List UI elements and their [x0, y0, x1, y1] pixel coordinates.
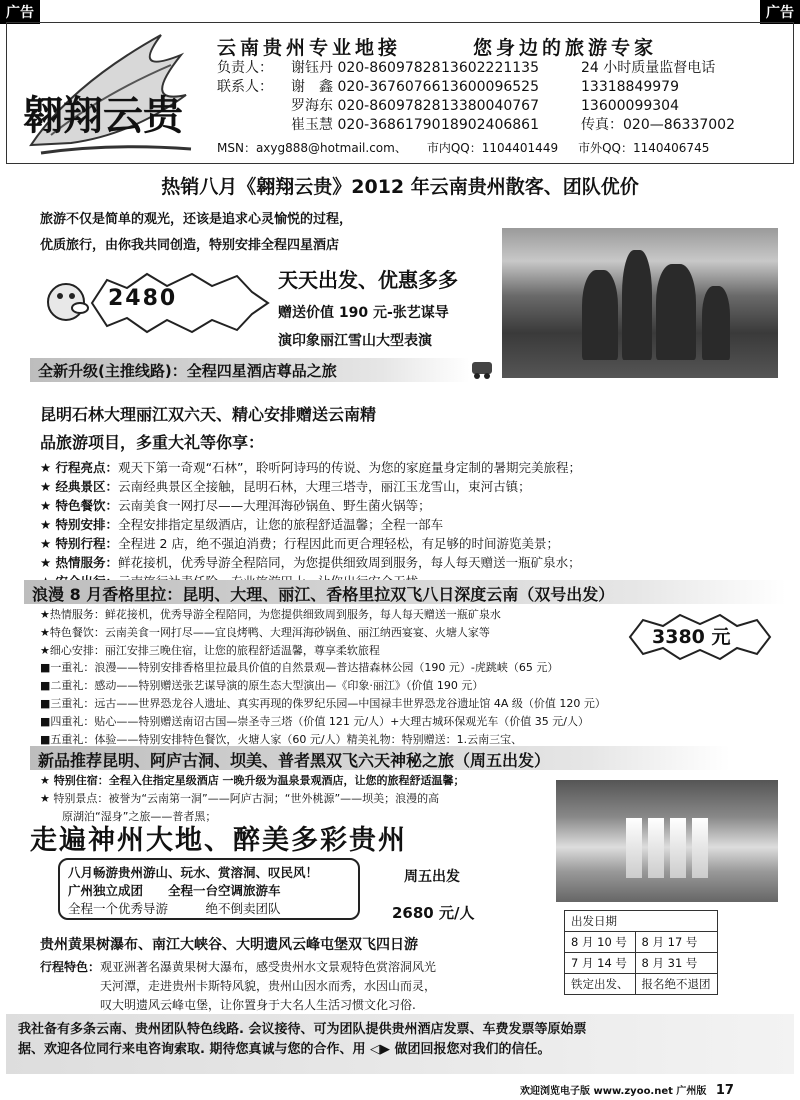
feature-item: ★ 行程亮点：观天下第一奇观“石林”，聆听阿诗玛的传说、为您的家庭量身定制的暑期完美旅程；	[40, 460, 582, 475]
contact-extra: 24 小时质量监督电话	[581, 60, 716, 76]
online-contacts	[217, 139, 729, 156]
contact-label: 负责人：	[217, 60, 273, 76]
slogan	[217, 33, 729, 60]
route3-line: ★ 特别景点：被誉为“云南第一洞”——阿庐古洞；“世外桃源”——坝美；浪漫的高	[40, 791, 440, 805]
guizhou-feature-line: 行程特色：观亚洲著名瀑黄果树大瀑布，感受贵州水文景观特色赏溶洞风光	[40, 960, 437, 974]
route2-line: ★细心安排：丽江安排三晚住宿，让您的旅程舒适温馨，尊享柔软旅程	[40, 643, 380, 657]
route2-line: ■二重礼：感动——特别赠送张艺谋导演的原生态大型演出—《印象·丽江》（价值 190 元）	[40, 679, 484, 693]
contact-label: 联系人：	[217, 79, 273, 95]
departure-table	[564, 910, 718, 995]
ad-tag-left: 广告	[0, 0, 40, 24]
feature-item: ★ 热情服务：鲜花接机，优秀导游全程陪同，为您提供细致周到服务，每人每天赠送一瓶矿泉水；	[40, 555, 581, 570]
site-link[interactable]: 欢迎浏览电子版 www.zyoo.net	[520, 1086, 673, 1097]
route2-line: ■一重礼：浪漫——特别安排香格里拉最具价值的自然景观—普达措森林公园（190 元）-虎跳峡（65 元）	[40, 661, 559, 675]
contact-extra: 13318849979	[581, 79, 679, 95]
table-row: 8 月 10 号 8 月 17 号	[565, 932, 718, 953]
slogan-right: 您身边的旅游专家	[473, 37, 658, 59]
box-line: 八月畅游贵州游山、玩水、赏溶洞、叹民风！	[68, 865, 319, 880]
guizhou-highlight-box	[58, 858, 360, 920]
route2-line: ■三重礼：远古——世界恐龙谷人遗址、真实再现的侏罗纪乐园—中国禄丰世界恐龙谷遗址馆 4A 级（价值 120 元）	[40, 696, 606, 710]
intro-line: 旅游不仅是简单的观光，还该是追求心灵愉悦的过程，	[40, 212, 353, 227]
contact-row	[217, 97, 781, 116]
table-row: 7 月 14 号 8 月 31 号	[565, 953, 718, 974]
contact-extra: 13600099304	[581, 98, 679, 114]
route2-lines	[40, 606, 606, 748]
route2-line: ■五重礼：体验——特别安排特色餐饮，火塘人家（60 元/人）精美礼物：特别赠送：1.云南三宝、	[40, 732, 523, 746]
qq-city: 市内QQ：1104401449	[426, 141, 559, 155]
guizhou-banner: 走遍神州大地、醉美多彩贵州	[30, 825, 407, 856]
main-title: 热销八月《翱翔云贵》2012 年云南贵州散客、团队优价	[161, 176, 639, 198]
contact-extra: 传真：020—86337002	[581, 117, 735, 133]
guizhou-depart: 周五出发	[404, 869, 460, 885]
contact-mobile: 13380040767	[441, 98, 539, 114]
footer-line: 我社备有多条云南、贵州团队特色线路. 会议接待、可为团队提供贵州酒店发票、车费发票等原始票	[18, 1022, 587, 1037]
contact-name-phone: 崔玉慧 020-36861790	[291, 117, 441, 133]
route2-line: ★热情服务：鲜花接机，优秀导游全程陪同，为您提供细致周到服务，每人每天赠送一瓶矿泉水	[40, 608, 501, 621]
promo-gift: 赠送价值 190 元-张艺谋导	[278, 305, 449, 321]
contact-mobile: 13602221135	[441, 60, 539, 76]
stone-forest-photo	[502, 228, 778, 378]
price-3380: 3380 元	[652, 626, 731, 648]
page-footer	[520, 1082, 734, 1098]
contact-row	[217, 59, 781, 78]
ad-tag-right: 广告	[760, 0, 800, 24]
route1-title: 品旅游项目，多重大礼等你享：	[40, 433, 265, 452]
waterfall-photo	[556, 780, 778, 902]
footer-line: 据、欢迎各位同行来电咨询索取. 期待您真诚与您的合作、用 ◁▶ 做团回报您对我们的信任。	[18, 1042, 551, 1057]
contact-mobile: 13600096525	[441, 79, 539, 95]
price-2480: 2480	[108, 286, 178, 311]
box-line: 广州独立成团 全程一台空调旅游车	[68, 883, 281, 898]
feature-item: ★ 经典景区：云南经典景区全接触，昆明石林，大理三塔寺，丽江玉龙雪山，束河古镇；	[40, 479, 531, 494]
feature-item: ★ 特别行程：全程进 2 店，绝不强迫消费；行程因此而更合理轻松，有足够的时间游览美景；	[40, 536, 559, 551]
promo-headline: 天天出发、优惠多多	[278, 268, 458, 292]
route1-title: 昆明石林大理丽江双六天、精心安排赠送云南精	[40, 405, 377, 424]
contact-label	[217, 97, 291, 116]
contact-list	[217, 59, 781, 135]
agency-header	[6, 22, 794, 164]
msn-contact: MSN：axyg888@hotmail.com、	[217, 141, 407, 155]
qq-out: 市外QQ：1140406745	[578, 141, 710, 155]
intro-line: 优质旅行，由你我共同创造，特别安排全程四星酒店	[40, 238, 340, 253]
feature-item: ★ 特别安排：全程安排指定星级酒店，让您的旅程舒适温馨；全程一部车	[40, 517, 444, 532]
logo-text: 翱翔云贵	[23, 92, 183, 139]
guizhou-feature-line: 叹大明遗风云峰屯堡，让你置身于大名人生活习惯文化习俗.	[100, 998, 416, 1012]
agency-logo	[11, 25, 207, 161]
route3-line: 原湖泊“湿身”之旅——普者黑；	[40, 809, 217, 823]
contact-label	[217, 116, 291, 135]
slogan-left: 云南贵州专业地接	[217, 37, 402, 59]
route3-line: ★ 特别住宿：全程入住指定星级酒店 一晚升级为温泉景观酒店，让您的旅程舒适温馨；	[40, 774, 465, 787]
band-route3: 新品推荐昆明、阿庐古洞、坝美、普者黑双飞六天神秘之旅（周五出发）	[30, 746, 730, 770]
band-route1: 全新升级(主推线路)：全程四星酒店尊品之旅	[30, 358, 470, 382]
page-number: 17	[715, 1083, 734, 1098]
table-row: 铁定出发、 报名绝不退团	[565, 974, 718, 995]
contact-row	[217, 116, 781, 135]
contact-name-phone: 谢 鑫 020-36760766	[291, 79, 441, 95]
feature-item: ★ 特色餐饮：云南美食一网打尽——大理洱海砂锅鱼、野生菌火锅等；	[40, 498, 431, 513]
contact-mobile: 18902406861	[441, 117, 539, 133]
footer-note	[6, 1014, 794, 1074]
edition-label: 广州版	[676, 1086, 707, 1097]
contact-row	[217, 78, 781, 97]
contact-name-phone: 罗海东 020-86097828	[291, 98, 441, 114]
route1-features	[40, 458, 581, 591]
route2-line: ■四重礼：贴心——特别赠送南诏古国—崇圣寺三塔（价值 121 元/人）+大理古城环保观光车（价值 35 元/人）	[40, 714, 589, 728]
guizhou-feature-line: 天河潭，走进贵州卡斯特风貌，贵州山因水而秀，水因山而灵，	[100, 979, 437, 993]
table-header: 出发日期	[565, 911, 718, 932]
guizhou-route-title: 贵州黄果树瀑布、南江大峡谷、大明遗风云峰屯堡双飞四日游	[40, 937, 418, 953]
bus-icon	[470, 358, 494, 380]
promo-gift: 演印象丽江雪山大型表演	[278, 333, 432, 349]
guizhou-features	[40, 958, 436, 1015]
band-route2: 浪漫 8 月香格里拉：昆明、大理、丽江、香格里拉双飞八日深度云南（双号出发）	[24, 580, 786, 604]
price-2680: 2680 元/人	[392, 904, 475, 922]
contact-name-phone: 谢钰丹 020-86097828	[291, 60, 441, 76]
route2-line: ★特色餐饮：云南美食一网打尽——宜良烤鸭、大理洱海砂锅鱼、丽江纳西宴宴、火塘人家等	[40, 625, 490, 639]
box-line: 全程一个优秀导游 绝不倒卖团队	[68, 901, 281, 916]
